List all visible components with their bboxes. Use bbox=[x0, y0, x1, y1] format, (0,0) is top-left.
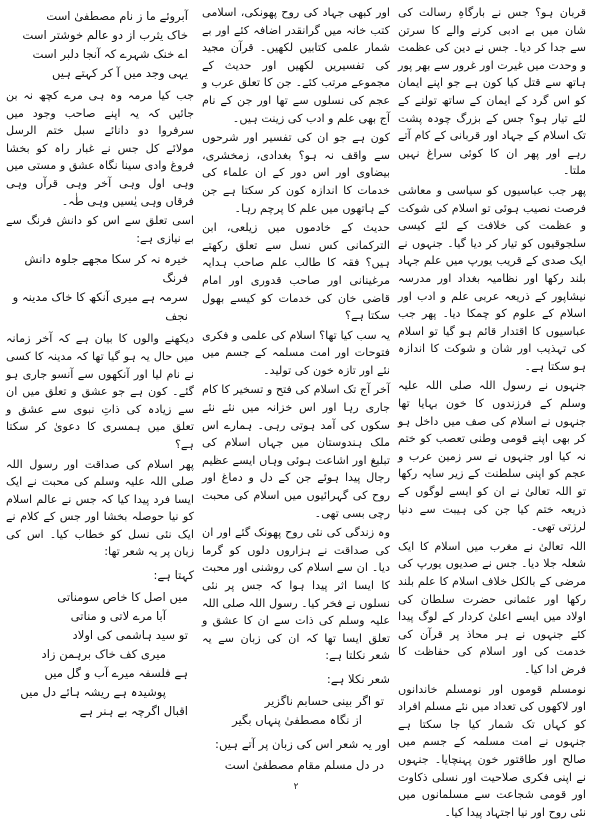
paragraph: اور کبھی جہاد کی روح پھونکی، اسلامی کتب خانہ میں گرانقدر اضافہ کئے اور بے شمار علمی کتابیں لکھیں۔ قرآن مجید کی تفسیریں لکھیں اور حدیث کے مجموعے مرتب کئے۔ جن کا تعلق عرب و عجم کی نسلوں سے تھا اور جن کے نام آج بھی علم و ادب کی زینت ہیں۔ bbox=[202, 6, 390, 125]
column-right bbox=[398, 4, 586, 819]
paragraph: یہ سب کیا تھا؟ اسلام کی علمی و فکری فتوحات اور امت مسلمہ کے جسم میں نئے اور تازہ خون کی تولید۔ bbox=[202, 328, 390, 377]
verse-line: در دل مسلم مقام مصطفیٰ است bbox=[224, 758, 384, 773]
paragraph: جنہوں نے رسول اللہ صلی اللہ علیہ وسلم کے فرزندوں کا خون بہایا تھا جنہوں نے اسلام کی صف میں داخل ہو کر بھی اپنے قومی وطنی تعصب کو ختم نہ کیا اور جنہوں نے سر زمین عرب و عجم کو اپنی سلطنت کے زیر سایہ رکھا تو اللہ تعالیٰ نے ان کو ایسے لوگوں کے ذریعہ ختم کیا جن کی ہیبت سے دنیا لرزتی تھی۔ bbox=[398, 379, 586, 534]
verse-block bbox=[202, 692, 390, 730]
paragraph: کون ہے جو ان کی تفسیر اور شرحوں سے واقف نہ ہو؟ بغدادی، زمخشری، بیضاوی اور اس دور کے ان علماء کی خدمات کا اندازہ کون کر سکتا ہے جن کے ہاتھوں میں علم کا پرچم رہا۔ bbox=[202, 131, 390, 215]
paragraph: قربان ہو؟ جس نے بارگاہِ رسالت کی شان میں بے ادبی کرنے والے کا سرتن سے جدا کر دیا۔ جس نے دین کی عظمت و وحدت میں غیرت اور غرور سے بھر پور ہاتھ سے قتل کیا کون ہے جو اپنے ایمان کو اس گرد کے ایمان کے ساتھ تولنے کے لئے تیار ہو؟ جس کے بزرگ چودہ پشت تک اسلام کے جہاد اور قربانی کے کام آتے رہے اور پھر ان کا کوئی سراغ نہیں ملتا۔ bbox=[398, 6, 586, 178]
verse-line: سرمہ ہے میری آنکھ کا خاک مدینہ و نجف bbox=[12, 290, 188, 324]
column-middle bbox=[201, 4, 390, 793]
verse-line: خیرہ نہ کر سکا مجھے جلوہ دانش فرنگ bbox=[24, 252, 188, 286]
verse-block bbox=[202, 756, 390, 775]
page-number: ۲ bbox=[293, 782, 299, 793]
paragraph: حدیث کے خادموں میں زیلعی، ابن الترکمانی کس نسل سے تعلق رکھتے ہیں؟ فقہ کا طالب علم صاحب ہدایہ مرغینانی اور صاحب قدوری اور امام قاضی خان کی خدمات کو کیسے بھول سکتا ہے؟ bbox=[202, 221, 390, 323]
verse-block bbox=[6, 250, 194, 326]
verse-intro: اور یہ شعر اس کی زبان پر آتے ہیں: bbox=[215, 736, 390, 751]
paragraph: پھر اسلام کی صداقت اور رسول اللہ صلی اللہ علیہ وسلم کی محبت نے ایک ایسا فرد پیدا کیا کہ جس نے عالم اسلام کو نیا حوصلہ بخشا اور جس کے کلام نے ایک نئی نسل کو خطاب کیا۔ اس کی زبان پر یہ شعر تھا: bbox=[6, 457, 194, 559]
verse-line: اقبال اگرچہ بے ہنر ہے bbox=[79, 703, 188, 718]
verse-line: آبروئے ما ز نام مصطفیٰ است bbox=[46, 9, 188, 23]
verse-block bbox=[6, 7, 194, 83]
verse-intro: شعر نکلا ہے: bbox=[326, 671, 390, 686]
verse-line: میری کف خاک برہمن زاد bbox=[41, 646, 166, 661]
column-left bbox=[6, 4, 194, 725]
verse-line: تو سید ہاشمی کی اولاد bbox=[72, 627, 188, 642]
paragraph: اسی تعلق سے اس کو دانش فرنگ سے بے نیازی ہے: bbox=[6, 214, 194, 245]
verse-line: از نگاہ مصطفیٰ پنہاں بگیر bbox=[232, 712, 362, 727]
verse-block bbox=[6, 588, 194, 721]
verse-line: ہے فلسفہ میرے آب و گل میں bbox=[44, 665, 188, 680]
verse-intro: کہتا ہے: bbox=[153, 568, 194, 583]
verse-line: پوشیدہ ہے ریشہ ہائے دل میں bbox=[20, 684, 166, 699]
paragraph: دیکھنے والوں کا بیان ہے کہ آخر زمانہ میں حال یہ ہو گیا تھا کہ مدینہ کا کسی نے نام لیا اور آنکھوں سے آنسو جاری ہو گئے۔ کون ہے جو عشق و تعلق میں ان سے زیادہ کی ذاتِ نبوی سے عشق و تعلق میں ہمسری کا دعویٰ کر سکتا ہے؟ bbox=[6, 332, 194, 451]
paragraph: اللہ تعالیٰ نے مغرب میں اسلام کا ایک شعلہ جلا دیا۔ جس نے صدیوں یورپ کی مرضی کے بالکل خلاف اسلام کا علم بلند رکھا اور عثمانی حضرت سلطان کی اولاد میں ایسے اعلیٰ کردار کے لوگ پیدا کئے جنہوں نے ہر محاذ پر قرآن کی خدمت کی اور اسلام کی حفاظت کا فرض ادا کیا۔ bbox=[398, 539, 586, 676]
paragraph: نومسلم قوموں اور نومسلم خاندانوں اور لاکھوں کی تعداد میں نئے مسلم افراد کو کہاں تک شمار کیا جا سکتا ہے جنہوں نے امت مسلمہ کے جسم میں صالح اور طاقتور خون پہنچایا۔ جنہوں نے اپنی فکری صلاحیت اور نسلی ذکاوت اور قومی شجاعت سے مسلمانوں میں نئی روح اور نیا اجتہاد پیدا کیا۔ bbox=[398, 682, 586, 819]
document-page bbox=[4, 4, 586, 819]
paragraph: پھر جب عباسیوں کو سیاسی و معاشی فرصت نصیب ہوئی تو اسلام کی شوکت و عظمت کی خلافت کے لئے کیسی سلجوقیوں کو تیار کر دیا گیا۔ جنہوں نے ایک صدی کے قریب یورپ میں علم جہاد بلند رکھا اور نظامیہ بغداد اور مدرسہ نیشاپور کے ذریعہ عربی علم و ادب اور اسلام کے علوم کو چمکا دیا۔ پھر جب عباسیوں کا اقتدار قائم ہو گیا تو اسلام کی تہذیب اور شان و شوکت کا اندازہ ہو سکتا ہے۔ bbox=[398, 183, 586, 373]
paragraph: جب کیا مرمہ وہ ہی مرے کچھ نہ بن جائیں کہ یہ اپنے صاحب وجود میں سرفروا دو دانائے سبل ختم الرسل مولائے کل جس نے غبار راہ کو بخشا فروغ وادی سینا نگاہ عشق و مستی میں وہی اول وہی آخر وہی قرآں وہی فرقاں وہی یٰسیں وہی طٰہ۔ bbox=[6, 89, 194, 208]
verse-line: خاک یثرب از دو عالم خوشتر است bbox=[22, 28, 188, 42]
verse-line: تو اگر بینی حسابم ناگزیر bbox=[264, 693, 384, 708]
verse-line: میں اصل کا خاص سومناتی bbox=[57, 589, 188, 604]
verse-line: آبا مرے لاتی و مناتی bbox=[70, 608, 166, 623]
paragraph: وہ زندگی کی نئی روح پھونک گئے اور ان کی صداقت نے ہزاروں دلوں کو گرما دیا۔ ان سے اسلام کی روشنی اور محبت کا ایسا اثر پیدا ہوا کہ جس پر نئی نسلوں نے فخر کیا۔ رسول اللہ صلی اللہ علیہ وسلم کی ذات سے ان کا عشق و تعلق ایسا تھا کہ ان کی زبان سے یہ شعر نکلتا ہے: bbox=[202, 526, 390, 663]
verse-line: اے خنک شہرے کہ آنجا دلبر است bbox=[32, 47, 188, 61]
paragraph: آخر آج تک اسلام کی فتح و تسخیر کا کام جاری رہا اور اس خزانہ میں نئے نئے سکوں کی آمد ہوتی رہی۔ ہمارے اس ملک ہندوستان میں جہاں اسلام کی تبلیغ اور اشاعت ہوئی وہاں ایسے عظیم رجال پیدا ہوئے جن کے دل و دماغ اور روح کی گہرائیوں میں اسلام کی محبت رچی بسی تھی۔ bbox=[201, 383, 390, 520]
verse-line: یہی وجد میں آ کر کہتے ہیں bbox=[51, 66, 188, 80]
